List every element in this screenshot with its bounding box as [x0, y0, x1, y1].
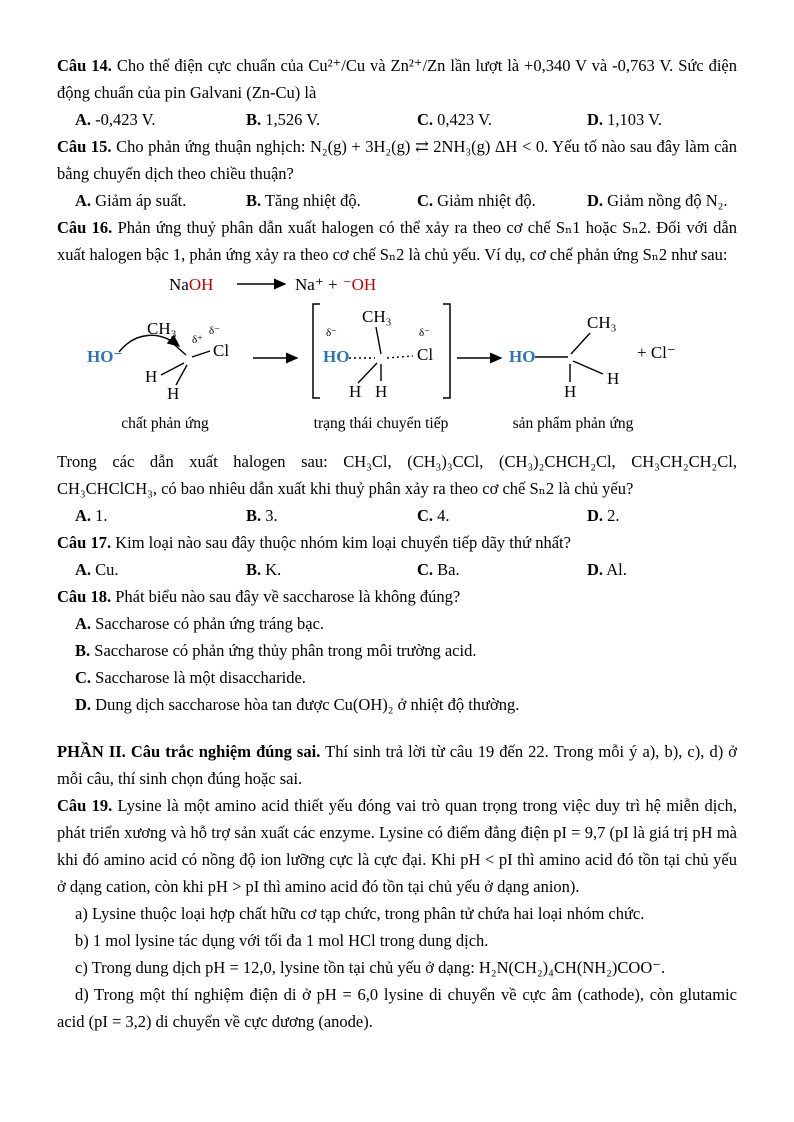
option-text: 4. — [437, 506, 450, 525]
sn2-mechanism-diagram — [57, 270, 737, 446]
bond — [161, 363, 184, 375]
reactant-cl: Cl — [213, 341, 230, 360]
option-label: C. — [417, 191, 434, 210]
option-label: A. — [75, 560, 92, 579]
option-label: D. — [587, 506, 604, 525]
option-text: Al. — [606, 560, 627, 579]
bracket-left — [313, 304, 320, 398]
reactant-caption: chất phản ứng — [121, 415, 209, 432]
option-16-a — [75, 502, 246, 529]
option-label: C. — [75, 668, 92, 687]
product-ch3: CH₃ — [587, 313, 617, 332]
reactant-delta-minus: δ⁻ — [209, 325, 220, 337]
option-label: B. — [246, 560, 262, 579]
naoh-na: Na — [169, 275, 189, 294]
reactant-delta-plus: δ⁺ — [192, 334, 203, 346]
option-label: B. — [246, 506, 262, 525]
chloride-ion: + Cl⁻ — [637, 343, 676, 362]
bond — [168, 339, 186, 355]
product-h1: H — [607, 369, 620, 388]
option-16-b — [246, 502, 417, 529]
option-label: B. — [246, 110, 262, 129]
question-17-options — [57, 556, 737, 583]
item-text: b) 1 mol lysine tác dụng với tối đa 1 mol HCl trong dung dịch. — [75, 931, 489, 950]
option-text: 0,423 V. — [437, 110, 493, 129]
question-16-text2-span: Trong các dẫn xuất halogen sau: CH₃Cl, (CH₃)₃CCl, (CH₃)₂CHCH₂Cl, CH₃CH₂CH₂Cl, CH₃CHClCH₃, có bao nhiêu dẫn xuất khi thuỷ phân xảy ra theo cơ chế Sₙ2 là chủ yếu? — [57, 452, 737, 498]
option-text: Cu. — [95, 560, 119, 579]
option-18-b — [57, 637, 737, 664]
item-text: a) Lysine thuộc loại hợp chất hữu cơ tạp chức, trong phân tử chứa hai loại nhóm chức. — [75, 904, 645, 923]
question-16-options — [57, 502, 737, 529]
question-17-label: Câu 17. — [57, 533, 112, 552]
question-19-text: Lysine là một amino acid thiết yếu đóng vai trò quan trọng trong việc duy trì hệ miễn dịch, phát triển xương và hỗ trợ sản xuất các enzyme. Lysine có điểm đẳng điện pI = 9,7 (pI là giá trị pH mà khi đó amino acid có nồng độ ion lưỡng cực là cực đại. Khi pH < pI thì amino acid đó tồn tại chủ yếu ở dạng cation, còn khi pH > pI thì amino acid đó tồn tại chủ yếu ở dạng anion). — [57, 796, 738, 896]
reactant-h1: H — [145, 367, 158, 386]
option-16-d — [587, 502, 737, 529]
option-text: Giảm nhiệt độ. — [437, 191, 536, 210]
part2-header — [57, 738, 737, 792]
question-15-text: Cho phản ứng thuận nghịch: N₂(g) + 3H₂(g) ⇄ 2NH₃(g) ΔH < 0. Yếu tố nào sau đây làm cân bằng chuyển dịch theo chiều thuận? — [57, 137, 738, 183]
option-15-a — [75, 187, 246, 214]
option-14-a — [75, 106, 246, 133]
part2-text: Thí sinh trả lời từ câu 19 đến 22. Trong mỗi ý a), b), c), d) ở mỗi câu, thí sinh chọn đúng hoặc sai. — [57, 742, 737, 788]
question-19-item-d — [57, 981, 737, 1035]
option-15-b — [246, 187, 417, 214]
dissociation-products — [295, 275, 376, 294]
bond — [376, 327, 381, 354]
option-18-a — [57, 610, 737, 637]
option-label: A. — [75, 614, 92, 633]
question-19-label: Câu 19. — [57, 796, 113, 815]
bond — [358, 363, 377, 383]
part2-label: PHẦN II. Câu trắc nghiệm đúng sai. — [57, 742, 321, 761]
option-text: K. — [265, 560, 282, 579]
question-18 — [57, 583, 737, 610]
question-15-options — [57, 187, 737, 214]
question-16-text: Phản ứng thuỷ phân dẫn xuất halogen có thể xảy ra theo cơ chế Sₙ1 hoặc Sₙ2. Đối với dẫn xuất halogen bậc 1, phản ứng xảy ra theo cơ chế Sₙ2 là chủ yếu. Ví dụ, cơ chế phản ứng Sₙ2 như sau: — [57, 218, 738, 264]
option-text: 1. — [95, 506, 108, 525]
option-17-c — [417, 556, 587, 583]
option-label: A. — [75, 191, 92, 210]
transition-h1: H — [349, 382, 362, 401]
question-15-label: Câu 15. — [57, 137, 112, 156]
na-ion: Na⁺ + — [295, 275, 338, 294]
transition-delta-cl: δ⁻ — [419, 327, 430, 339]
option-text: Giảm áp suất. — [95, 191, 187, 210]
option-label: C. — [417, 110, 434, 129]
option-text: Ba. — [437, 560, 460, 579]
product-caption: sản phẩm phản ứng — [512, 415, 634, 432]
option-14-b — [246, 106, 417, 133]
option-text: 1,526 V. — [265, 110, 321, 129]
option-text: 3. — [265, 506, 278, 525]
transition-ho: HO — [323, 347, 350, 366]
option-15-d — [587, 187, 737, 214]
question-16-text2 — [57, 448, 737, 502]
option-label: C. — [417, 560, 434, 579]
partial-bond — [387, 356, 413, 358]
transition-cl: Cl — [417, 345, 434, 364]
nucleophile-ho: HO⁻ — [87, 347, 123, 366]
question-14-label: Câu 14. — [57, 56, 112, 75]
bond — [176, 365, 187, 385]
option-text: Dung dịch saccharose hòa tan được Cu(OH)₂ ở nhiệt độ thường. — [95, 695, 520, 714]
option-text: Saccharose có phản ứng tráng bạc. — [95, 614, 325, 633]
option-label: B. — [246, 191, 262, 210]
option-18-c — [57, 664, 737, 691]
hydroxide-ion: ⁻OH — [342, 275, 377, 294]
bond — [192, 351, 210, 357]
option-label: D. — [587, 110, 604, 129]
question-19-item-b — [57, 927, 737, 954]
option-label: D. — [587, 560, 604, 579]
option-15-c — [417, 187, 587, 214]
bond — [571, 333, 590, 354]
naoh-formula — [169, 275, 213, 294]
product-h2: H — [564, 382, 577, 401]
question-18-text: Phát biểu nào sau đây về saccharose là không đúng? — [115, 587, 461, 606]
question-15 — [57, 133, 737, 187]
transition-h2: H — [375, 382, 388, 401]
transition-caption: trạng thái chuyển tiếp — [313, 415, 449, 432]
option-label: D. — [75, 695, 92, 714]
option-label: B. — [75, 641, 91, 660]
question-16-label: Câu 16. — [57, 218, 113, 237]
question-19-item-a — [57, 900, 737, 927]
bracket-right — [443, 304, 450, 398]
option-label: A. — [75, 506, 92, 525]
option-18-d — [57, 691, 737, 718]
question-14-options — [57, 106, 737, 133]
question-18-label: Câu 18. — [57, 587, 112, 606]
transition-delta-ho: δ⁻ — [326, 327, 337, 339]
option-text: 2. — [607, 506, 620, 525]
item-text: c) Trong dung dịch pH = 12,0, lysine tồn tại chủ yếu ở dạng: H₂N(CH₂)₄CH(NH₂)COO⁻. — [75, 958, 666, 977]
naoh-oh: OH — [188, 275, 214, 294]
option-label: D. — [587, 191, 604, 210]
option-text: 1,103 V. — [607, 110, 663, 129]
option-17-a — [75, 556, 246, 583]
option-14-c — [417, 106, 587, 133]
option-text: Giảm nồng độ N₂. — [607, 191, 728, 210]
reactant-ch3: CH₃ — [147, 319, 177, 338]
bond — [573, 361, 603, 374]
question-14 — [57, 52, 737, 106]
item-text: d) Trong một thí nghiệm điện di ở pH = 6,0 lysine di chuyển về cực âm (cathode), còn glutamic acid (pI = 3,2) di chuyển về cực dương (anode). — [57, 985, 737, 1031]
question-19 — [57, 792, 737, 900]
question-17-text: Kim loại nào sau đây thuộc nhóm kim loại chuyển tiếp dãy thứ nhất? — [115, 533, 571, 552]
option-17-d — [587, 556, 737, 583]
question-16 — [57, 214, 737, 268]
option-label: C. — [417, 506, 434, 525]
reactant-h2: H — [167, 384, 180, 403]
option-text: Tăng nhiệt độ. — [264, 191, 361, 210]
option-text: -0,423 V. — [95, 110, 156, 129]
transition-ch3: CH₃ — [362, 307, 392, 326]
option-text: Saccharose là một disaccharide. — [95, 668, 306, 687]
option-17-b — [246, 556, 417, 583]
option-16-c — [417, 502, 587, 529]
product-ho: HO — [509, 347, 536, 366]
question-17 — [57, 529, 737, 556]
question-14-text: Cho thế điện cực chuẩn của Cu²⁺/Cu và Zn²⁺/Zn lần lượt là +0,340 V và -0,763 V. Sức điện động chuẩn của pin Galvani (Zn-Cu) là — [57, 56, 738, 102]
option-text: Saccharose có phản ứng thủy phân trong môi trường acid. — [94, 641, 477, 660]
option-14-d — [587, 106, 737, 133]
question-19-item-c — [57, 954, 737, 981]
option-label: A. — [75, 110, 92, 129]
